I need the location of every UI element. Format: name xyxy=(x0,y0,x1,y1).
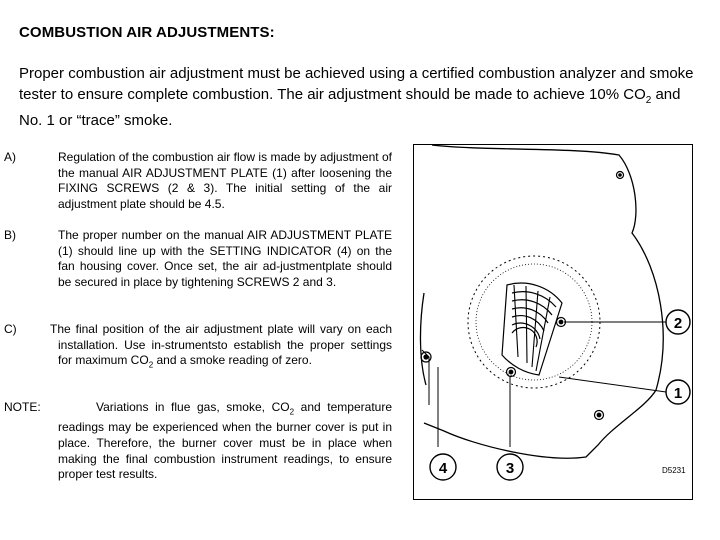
intro-text: Proper combustion air adjustment must be achieved using a certified combustion analyzer and smoke tester to ensure complete combustion. The air adjustment should be made to achieve 10% CO xyxy=(19,65,694,103)
note-label: NOTE: xyxy=(4,400,41,414)
callout-3: 3 xyxy=(505,460,515,477)
intro-text-end: and No. 1 or “trace” smoke. xyxy=(19,85,681,129)
callout-2: 2 xyxy=(673,315,683,332)
note-subscript: 2 xyxy=(289,407,295,417)
fan-housing-outline xyxy=(420,145,663,458)
paragraph-a-text: Regulation of the combustion air flow is made by adjustment of the manual AIR ADJUSTMENT PLATE (1) after loosening the FIXING SCREWS (2 & 3). The initial setting of the air adjustment plate should be 4.5. xyxy=(58,150,392,212)
intro-paragraph xyxy=(19,64,699,132)
callout-circles xyxy=(430,310,690,480)
paragraph-b-text: The proper number on the manual AIR ADJUSTMENT PLATE (1) should line up with the SETTING INDICATOR (4) on the fan housing cover. Once set, the air ad-justmentplate should be secured in place by tightening SCREWS 2 and 3. xyxy=(58,228,392,290)
note-text-end: and temperature readings may be experienced when the burner cover is put in place. Therefore, the burner cover must be in place when making the final combustion instrument readings, to ensure proper test results. xyxy=(58,400,392,482)
callout-1: 1 xyxy=(673,385,683,402)
paragraph-b xyxy=(4,228,392,291)
note-paragraph xyxy=(4,400,392,483)
leader-lines xyxy=(438,322,666,447)
paragraph-c-text-end: and a smoke reading of zero. xyxy=(153,353,312,368)
screw-icons xyxy=(421,172,624,420)
note-text: Variations in flue gas, smoke, CO xyxy=(96,400,290,414)
callout-4: 4 xyxy=(438,460,448,477)
co2-subscript: 2 xyxy=(645,94,652,106)
figure-code: D5231 xyxy=(662,466,686,475)
paragraph-c-label: C) xyxy=(4,322,17,336)
paragraph-a xyxy=(4,150,392,213)
paragraph-c-text: The final position of the air adjustment plate will vary on each installation. Use in-strumentsto establish the proper settings for maximum CO xyxy=(50,322,392,368)
paragraph-c-subscript: 2 xyxy=(148,360,154,370)
page-title: COMBUSTION AIR ADJUSTMENTS: xyxy=(19,24,275,41)
paragraph-b-label: B) xyxy=(4,228,16,242)
paragraph-c xyxy=(4,322,392,374)
burner-diagram xyxy=(413,144,693,500)
burner-diagram-drawing xyxy=(414,145,692,499)
paragraph-a-label: A) xyxy=(4,150,16,164)
